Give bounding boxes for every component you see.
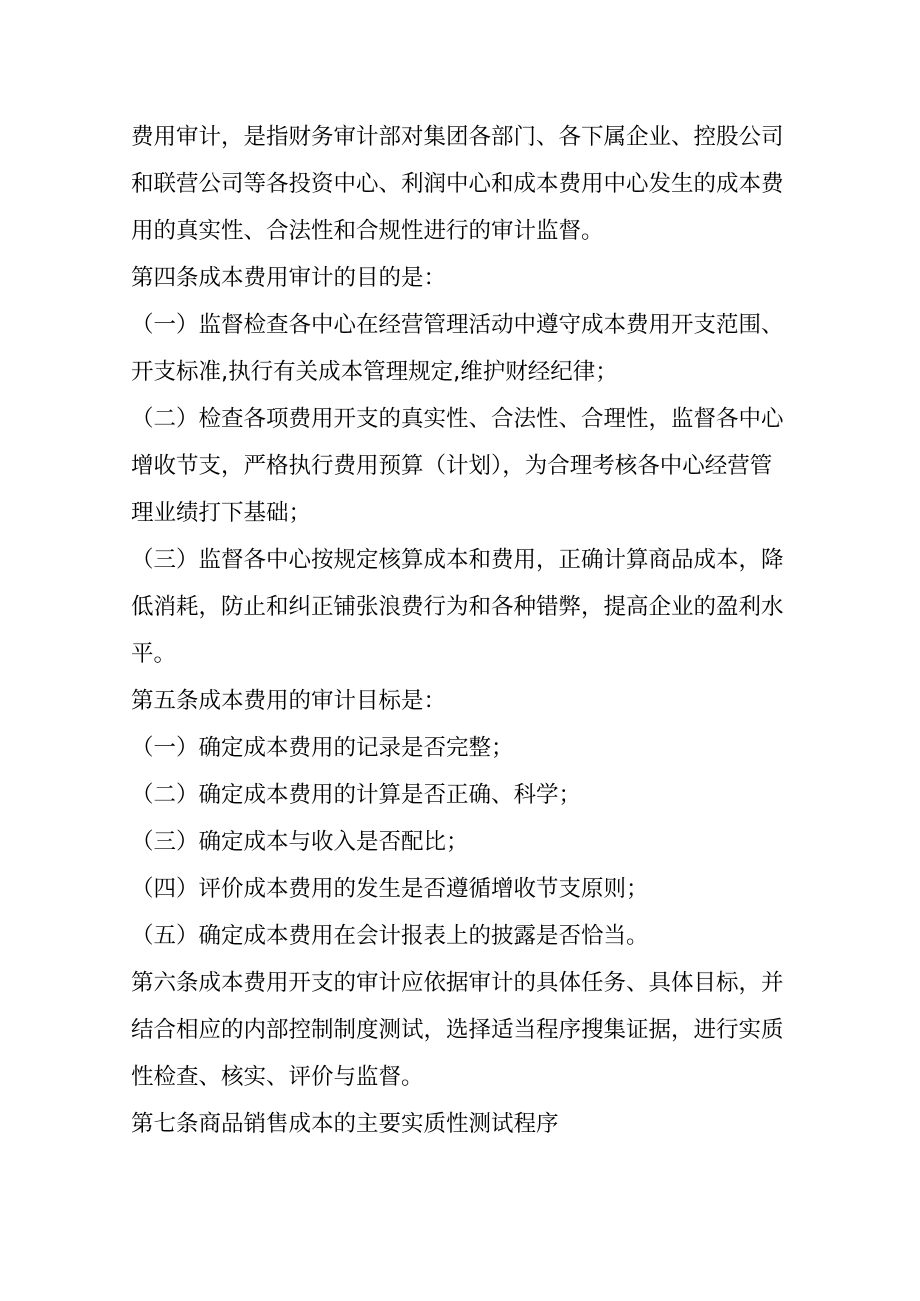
article-heading-7: 第七条商品销售成本的主要实质性测试程序 [131, 1111, 559, 1137]
document-body [131, 114, 811, 1148]
list-item-line: 增收节支，严格执行费用预算（计划），为合理考核各中心经营管 [131, 453, 773, 479]
article-heading-4: 第四条成本费用审计的目的是： [131, 265, 447, 291]
list-item-line: （二）确定成本费用的计算是否正确、科学； [131, 782, 582, 808]
paragraph-line: 和联营公司等各投资中心、利润中心和成本费用中心发生的成本费 [131, 171, 784, 197]
list-item-line: （二）检查各项费用开支的真实性、合法性、合理性，监督各中心 [131, 406, 784, 432]
article-heading-6: 第六条成本费用开支的审计应依据审计的具体任务、具体目标，并 [131, 970, 784, 996]
list-item-line: （三）监督各中心按规定核算成本和费用，正确计算商品成本，降 [131, 547, 784, 573]
list-item-line: （三）确定成本与收入是否配比； [131, 829, 469, 855]
article-heading-5: 第五条成本费用的审计目标是： [131, 688, 447, 714]
list-item-line: 低消耗，防止和纠正铺张浪费行为和各种错弊，提高企业的盈利水 [131, 594, 784, 620]
paragraph-line: 结合相应的内部控制制度测试，选择适当程序搜集证据，进行实质 [131, 1017, 784, 1043]
list-item-line: （一）确定成本费用的记录是否完整； [131, 735, 514, 761]
list-item-line: 平。 [131, 641, 177, 667]
paragraph-line: 费用审计，是指财务审计部对集团各部门、各下属企业、控股公司 [131, 124, 784, 150]
list-item-line: （五）确定成本费用在会计报表上的披露是否恰当。 [131, 923, 649, 949]
list-item-line: （四）评价成本费用的发生是否遵循增收节支原则； [131, 876, 649, 902]
paragraph-line: 用的真实性、合法性和合规性进行的审计监督。 [131, 218, 604, 244]
paragraph-line: 性检查、核实、评价与监督。 [131, 1064, 424, 1090]
list-item-line: 开支标准,执行有关成本管理规定,维护财经纪律； [131, 359, 618, 385]
list-item-line: （一）监督检查各中心在经营管理活动中遵守成本费用开支范围、 [131, 312, 784, 338]
list-item-line: 理业绩打下基础； [131, 500, 312, 526]
